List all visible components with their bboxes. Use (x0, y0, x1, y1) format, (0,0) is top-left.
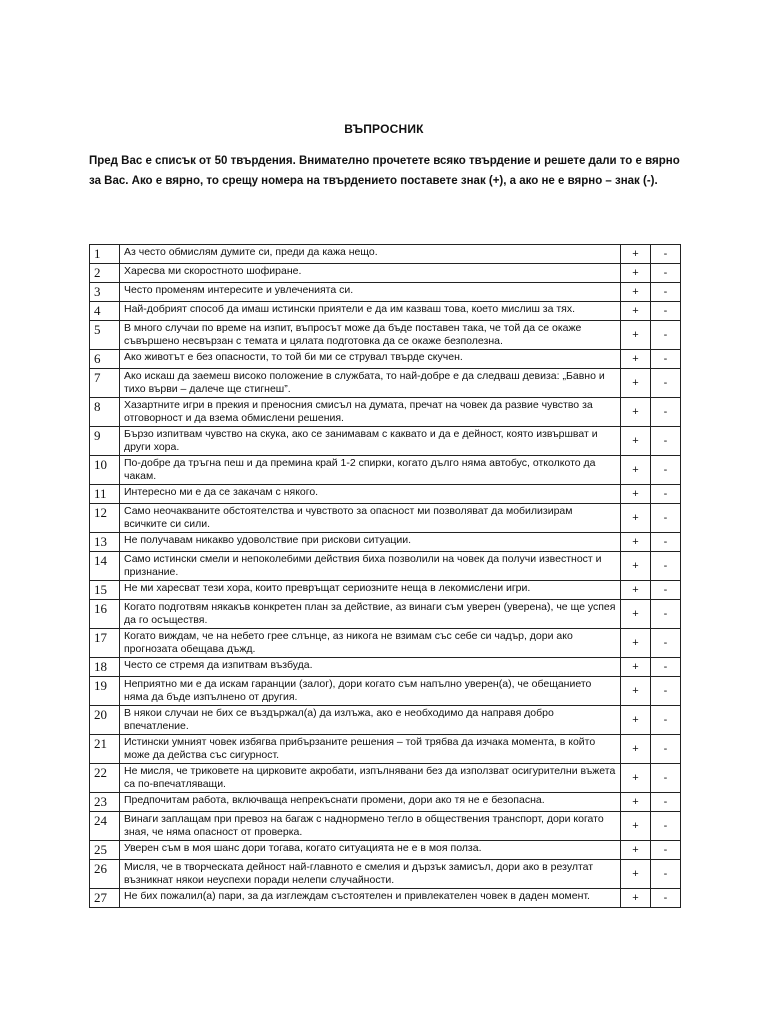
statement-row (90, 764, 681, 793)
statement-text: Само неочакваните обстоятелства и чувството за опасност ми позволяват да мобилизирам всичките си сили. (120, 504, 621, 533)
answer-true-cell[interactable]: + (621, 427, 651, 456)
statement-text: Бързо изпитвам чувство на скука, ако се занимавам с каквато и да е дейност, която извършват и други хора. (120, 427, 621, 456)
statement-row (90, 456, 681, 485)
statement-row (90, 658, 681, 677)
statements-table-body (90, 245, 681, 908)
statement-text: В много случаи по време на изпит, въпросът може да бъде поставен така, че той да се окаже съвършено несвързан с темата и цялата подготовка да се окаже безполезна. (120, 321, 621, 350)
answer-false-cell[interactable]: - (651, 658, 681, 677)
statement-text: Уверен съм в моя шанс дори тогава, когато ситуацията не е в моя полза. (120, 841, 621, 860)
answer-true-cell[interactable]: + (621, 552, 651, 581)
answer-true-cell[interactable]: + (621, 581, 651, 600)
answer-true-cell[interactable]: + (621, 533, 651, 552)
statement-text: Ако искаш да заемеш високо положение в службата, то най-добре е да следваш девиза: „Бавно и тихо върви – далече ще стигнеш”. (120, 369, 621, 398)
answer-true-cell[interactable]: + (621, 600, 651, 629)
statement-text: Харесва ми скоростното шофиране. (120, 264, 621, 283)
answer-false-cell[interactable]: - (651, 504, 681, 533)
page-title: ВЪПРОСНИК (344, 122, 424, 136)
statement-number: 13 (90, 533, 120, 552)
answer-false-cell[interactable]: - (651, 889, 681, 908)
statement-row (90, 283, 681, 302)
instructions-paragraph: Пред Вас е списък от 50 твърдения. Внимателно прочетете всяко твърдение и решете дали то е вярно за Вас. Ако е вярно, то срещу номера на твърдението поставете знак (+), а ако не е вярно – знак (-). (89, 155, 680, 187)
statement-row (90, 677, 681, 706)
statement-row (90, 245, 681, 264)
statement-number: 4 (90, 302, 120, 321)
statement-text: Не получавам никакво удоволствие при рискови ситуации. (120, 533, 621, 552)
answer-true-cell[interactable]: + (621, 677, 651, 706)
statement-row (90, 860, 681, 889)
statement-number: 5 (90, 321, 120, 350)
statement-text: Аз често обмислям думите си, преди да кажа нещо. (120, 245, 621, 264)
statement-text: Винаги заплащам при превоз на багаж с наднормено тегло в обществения транспорт, дори когато зная, че няма опасност от проверка. (120, 812, 621, 841)
statement-text: Само истински смели и непоколебими действия биха позволили на човек да получи известност и признание. (120, 552, 621, 581)
statement-number: 6 (90, 350, 120, 369)
answer-true-cell[interactable]: + (621, 302, 651, 321)
statement-text: В някои случаи не бих се въздържал(а) да излъжа, ако е необходимо да направя добро впечатление. (120, 706, 621, 735)
answer-false-cell[interactable]: - (651, 581, 681, 600)
answer-true-cell[interactable]: + (621, 658, 651, 677)
answer-false-cell[interactable]: - (651, 302, 681, 321)
statement-text: Не мисля, че триковете на цирковите акробати, изпълнявани без да използват осигурителни въжета са по-впечатляващи. (120, 764, 621, 793)
statement-number: 27 (90, 889, 120, 908)
statement-row (90, 793, 681, 812)
answer-true-cell[interactable]: + (621, 350, 651, 369)
statement-number: 8 (90, 398, 120, 427)
statement-number: 14 (90, 552, 120, 581)
statement-number: 18 (90, 658, 120, 677)
statement-row (90, 321, 681, 350)
statement-row (90, 369, 681, 398)
statement-row (90, 350, 681, 369)
statement-text: Често променям интересите и увлеченията си. (120, 283, 621, 302)
statement-number: 19 (90, 677, 120, 706)
answer-false-cell[interactable]: - (651, 677, 681, 706)
statement-row (90, 600, 681, 629)
statement-number: 21 (90, 735, 120, 764)
answer-true-cell[interactable]: + (621, 283, 651, 302)
answer-false-cell[interactable]: - (651, 764, 681, 793)
statement-row (90, 533, 681, 552)
statement-number: 12 (90, 504, 120, 533)
answer-true-cell[interactable]: + (621, 706, 651, 735)
statement-number: 16 (90, 600, 120, 629)
statement-number: 17 (90, 629, 120, 658)
answer-false-cell[interactable]: - (651, 485, 681, 504)
statement-number: 1 (90, 245, 120, 264)
statement-text: Мисля, че в творческата дейност най-главното е смелия и дързък замисъл, дори ако в резултат възникнат някои неуспехи поради нелепи случайности. (120, 860, 621, 889)
answer-true-cell[interactable]: + (621, 321, 651, 350)
statement-text: Ако животът е без опасности, то той би ми се струвал твърде скучен. (120, 350, 621, 369)
answer-true-cell[interactable]: + (621, 485, 651, 504)
answer-false-cell[interactable]: - (651, 860, 681, 889)
statement-row (90, 889, 681, 908)
statement-text: Не бих пожалил(а) пари, за да изглеждам състоятелен и привлекателен човек в даден момент. (120, 889, 621, 908)
answer-false-cell[interactable]: - (651, 264, 681, 283)
statement-row (90, 398, 681, 427)
statement-row (90, 812, 681, 841)
statement-row (90, 841, 681, 860)
answer-true-cell[interactable]: + (621, 456, 651, 485)
answer-false-cell[interactable]: - (651, 245, 681, 264)
statement-row (90, 552, 681, 581)
answer-false-cell[interactable]: - (651, 841, 681, 860)
statement-text: Истински умният човек избягва прибързаните решения – той трябва да изчака момента, в който може да действа със сигурност. (120, 735, 621, 764)
statement-text: Не ми харесват тези хора, които превръщат сериозните неща в лекомислени игри. (120, 581, 621, 600)
answer-false-cell[interactable]: - (651, 793, 681, 812)
answer-true-cell[interactable]: + (621, 764, 651, 793)
statement-number: 15 (90, 581, 120, 600)
statement-row (90, 735, 681, 764)
answer-false-cell[interactable]: - (651, 369, 681, 398)
statements-table (89, 244, 681, 908)
statement-number: 2 (90, 264, 120, 283)
statement-row (90, 706, 681, 735)
statement-text: Интересно ми е да се закачам с някого. (120, 485, 621, 504)
statement-number: 3 (90, 283, 120, 302)
answer-false-cell[interactable]: - (651, 735, 681, 764)
answer-true-cell[interactable]: + (621, 793, 651, 812)
statement-number: 22 (90, 764, 120, 793)
statement-number: 24 (90, 812, 120, 841)
statement-row (90, 485, 681, 504)
statement-text: Най-добрият способ да имаш истински приятели е да им казваш това, което мислиш за тях. (120, 302, 621, 321)
answer-true-cell[interactable]: + (621, 629, 651, 658)
statement-row (90, 427, 681, 456)
statement-text: Предпочитам работа, включваща непрекъснати промени, дори ако тя не е безопасна. (120, 793, 621, 812)
statement-text: По-добре да тръгна пеш и да премина край 1-2 спирки, когато дълго няма автобус, отколкото да чакам. (120, 456, 621, 485)
answer-false-cell[interactable]: - (651, 350, 681, 369)
answer-true-cell[interactable]: + (621, 369, 651, 398)
statement-row (90, 629, 681, 658)
answer-false-cell[interactable]: - (651, 533, 681, 552)
statement-number: 10 (90, 456, 120, 485)
answer-true-cell[interactable]: + (621, 812, 651, 841)
statement-number: 20 (90, 706, 120, 735)
statement-row (90, 581, 681, 600)
answer-false-cell[interactable]: - (651, 812, 681, 841)
statement-number: 23 (90, 793, 120, 812)
answer-true-cell[interactable]: + (621, 504, 651, 533)
answer-false-cell[interactable]: - (651, 427, 681, 456)
answer-false-cell[interactable]: - (651, 398, 681, 427)
answer-false-cell[interactable]: - (651, 283, 681, 302)
statement-text: Хазартните игри в прекия и преносния смисъл на думата, пречат на човек да развие чувство за отговорност и да взема обмислени решения. (120, 398, 621, 427)
answer-true-cell[interactable]: + (621, 398, 651, 427)
statement-row (90, 264, 681, 283)
statement-number: 26 (90, 860, 120, 889)
answer-false-cell[interactable]: - (651, 552, 681, 581)
statement-number: 25 (90, 841, 120, 860)
answer-true-cell[interactable]: + (621, 735, 651, 764)
statement-text: Когато виждам, че на небето грее слънце, аз никога не взимам със себе си чадър, дори ако прогнозата обещава дъжд. (120, 629, 621, 658)
answer-true-cell[interactable]: + (621, 264, 651, 283)
answer-false-cell[interactable]: - (651, 629, 681, 658)
answer-true-cell[interactable]: + (621, 841, 651, 860)
answer-false-cell[interactable]: - (651, 706, 681, 735)
statement-text: Когато подготвям някакъв конкретен план за действие, аз винаги съм уверен (уверена), че ще успея да го осъществя. (120, 600, 621, 629)
answer-true-cell[interactable]: + (621, 889, 651, 908)
answer-true-cell[interactable]: + (621, 245, 651, 264)
statement-number: 11 (90, 485, 120, 504)
answer-false-cell[interactable]: - (651, 600, 681, 629)
answer-false-cell[interactable]: - (651, 321, 681, 350)
answer-true-cell[interactable]: + (621, 860, 651, 889)
statement-text: Неприятно ми е да искам гаранции (залог), дори когато съм напълно уверен(а), че обещанието няма да бъде изпълнено от другия. (120, 677, 621, 706)
statement-row (90, 302, 681, 321)
statement-text: Често се стремя да изпитвам възбуда. (120, 658, 621, 677)
statement-number: 9 (90, 427, 120, 456)
answer-false-cell[interactable]: - (651, 456, 681, 485)
statement-row (90, 504, 681, 533)
statement-number: 7 (90, 369, 120, 398)
